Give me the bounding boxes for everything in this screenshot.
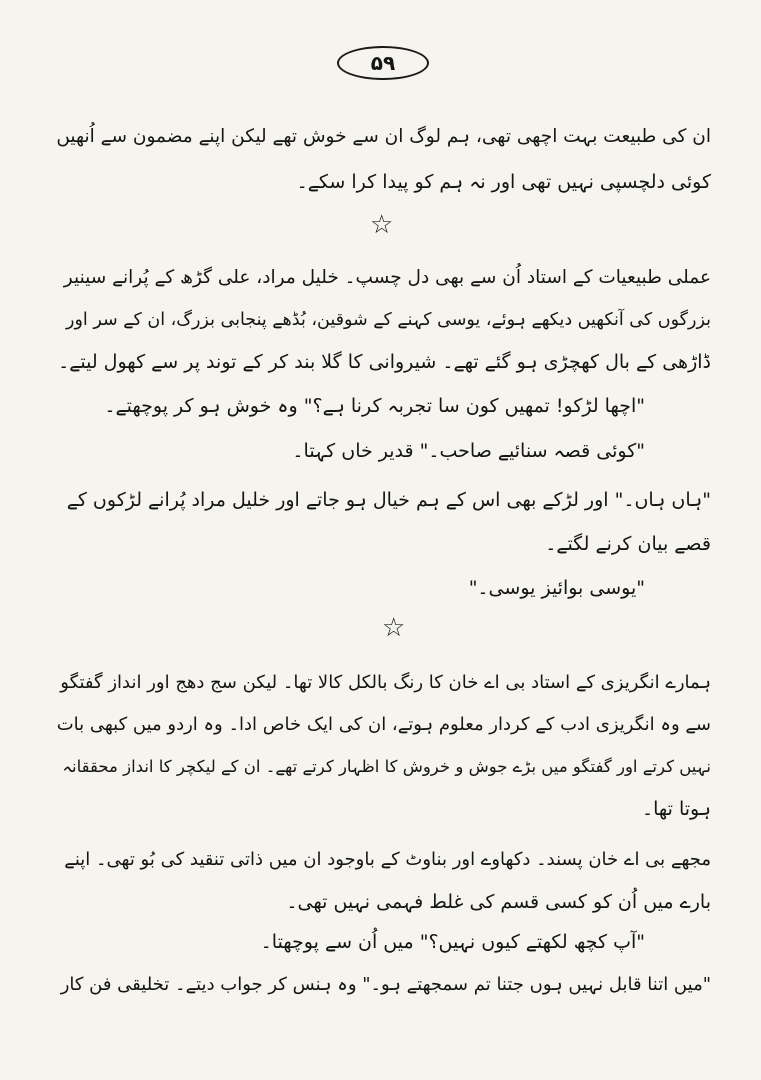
- paragraph-4-line-4: ہوتا تھا۔: [641, 798, 711, 820]
- paragraph-5-line-1: مجھے بی اے خان پسند۔ دکھاوے اور بناوٹ کے باوجود ان میں ذاتی تنقید کی بُو تھی۔ اپنے: [64, 849, 711, 870]
- section-separator-star-icon: ☆: [382, 613, 406, 643]
- dialogue-line-2: "کوئی قصہ سنائیے صاحب۔" قدیر خاں کہتا۔: [292, 440, 645, 462]
- dialogue-line-4: "آپ کچھ لکھتے کیوں نہیں؟" میں اُن سے پوچھتا۔: [260, 931, 645, 953]
- paragraph-4-line-3: نہیں کرتے اور گفتگو میں بڑے جوش و خروش کا اظہار کرتے تھے۔ ان کے لیکچر کا انداز محققانہ: [62, 757, 711, 776]
- dialogue-line-1: "اچھا لڑکو! تمھیں کون سا تجربہ کرنا ہے؟" وہ خوش ہو کر پوچھتے۔: [104, 395, 645, 417]
- paragraph-1-line-2: کوئی دلچسپی نہیں تھی اور نہ ہم کو پیدا کرا سکے۔: [296, 171, 711, 193]
- page-number-badge: [337, 46, 429, 80]
- dialogue-line-5: "میں اتنا قابل نہیں ہوں جتنا تم سمجھتے ہو۔" وہ ہنس کر جواب دیتے۔ تخلیقی فن کار: [60, 974, 711, 995]
- paragraph-3-line-2: قصے بیان کرنے لگتے۔: [545, 533, 711, 555]
- paragraph-4-line-1: ہمارے انگریزی کے استاد بی اے خان کا رنگ بالکل کالا تھا۔ لیکن سج دھج اور انداز گفتگو: [60, 672, 711, 693]
- section-separator-star-icon: ☆: [370, 210, 394, 240]
- paragraph-2-line-3: ڈاڑھی کے بال کھچڑی ہو گئے تھے۔ شیروانی کا گلا بند کر کے توند پر سے کھول لیتے۔: [58, 351, 711, 373]
- paragraph-3-line-1: "ہاں ہاں۔" اور لڑکے بھی اس کے ہم خیال ہو جاتے اور خلیل مراد پُرانے لڑکوں کے: [66, 489, 711, 511]
- dialogue-line-3: "یوسی بوائیز یوسی۔": [468, 577, 645, 599]
- paragraph-1-line-1: ان کی طبیعت بہت اچھی تھی، ہم لوگ ان سے خوش تھے لیکن اپنے مضمون سے اُنھیں: [56, 126, 711, 147]
- paragraph-4-line-2: سے وہ انگریزی ادب کے کردار معلوم ہوتے، ان کی ایک خاص ادا۔ وہ اردو میں کبھی بات: [56, 714, 711, 735]
- paragraph-2-line-1: عملی طبیعیات کے استاد اُن سے بھی دل چسپ۔ خلیل مراد، علی گڑھ کے پُرانے سینیر: [63, 267, 711, 288]
- paragraph-2-line-2: بزرگوں کی آنکھیں دیکھے ہوئے، یوسی کہنے کے شوقین، بُڈھے پنجابی بزرگ، ان کے سر اور: [66, 310, 711, 330]
- page-number: ۵۹: [370, 51, 396, 75]
- paragraph-5-line-2: بارے میں اُن کو کسی قسم کی غلط فہمی نہیں تھی۔: [286, 891, 711, 913]
